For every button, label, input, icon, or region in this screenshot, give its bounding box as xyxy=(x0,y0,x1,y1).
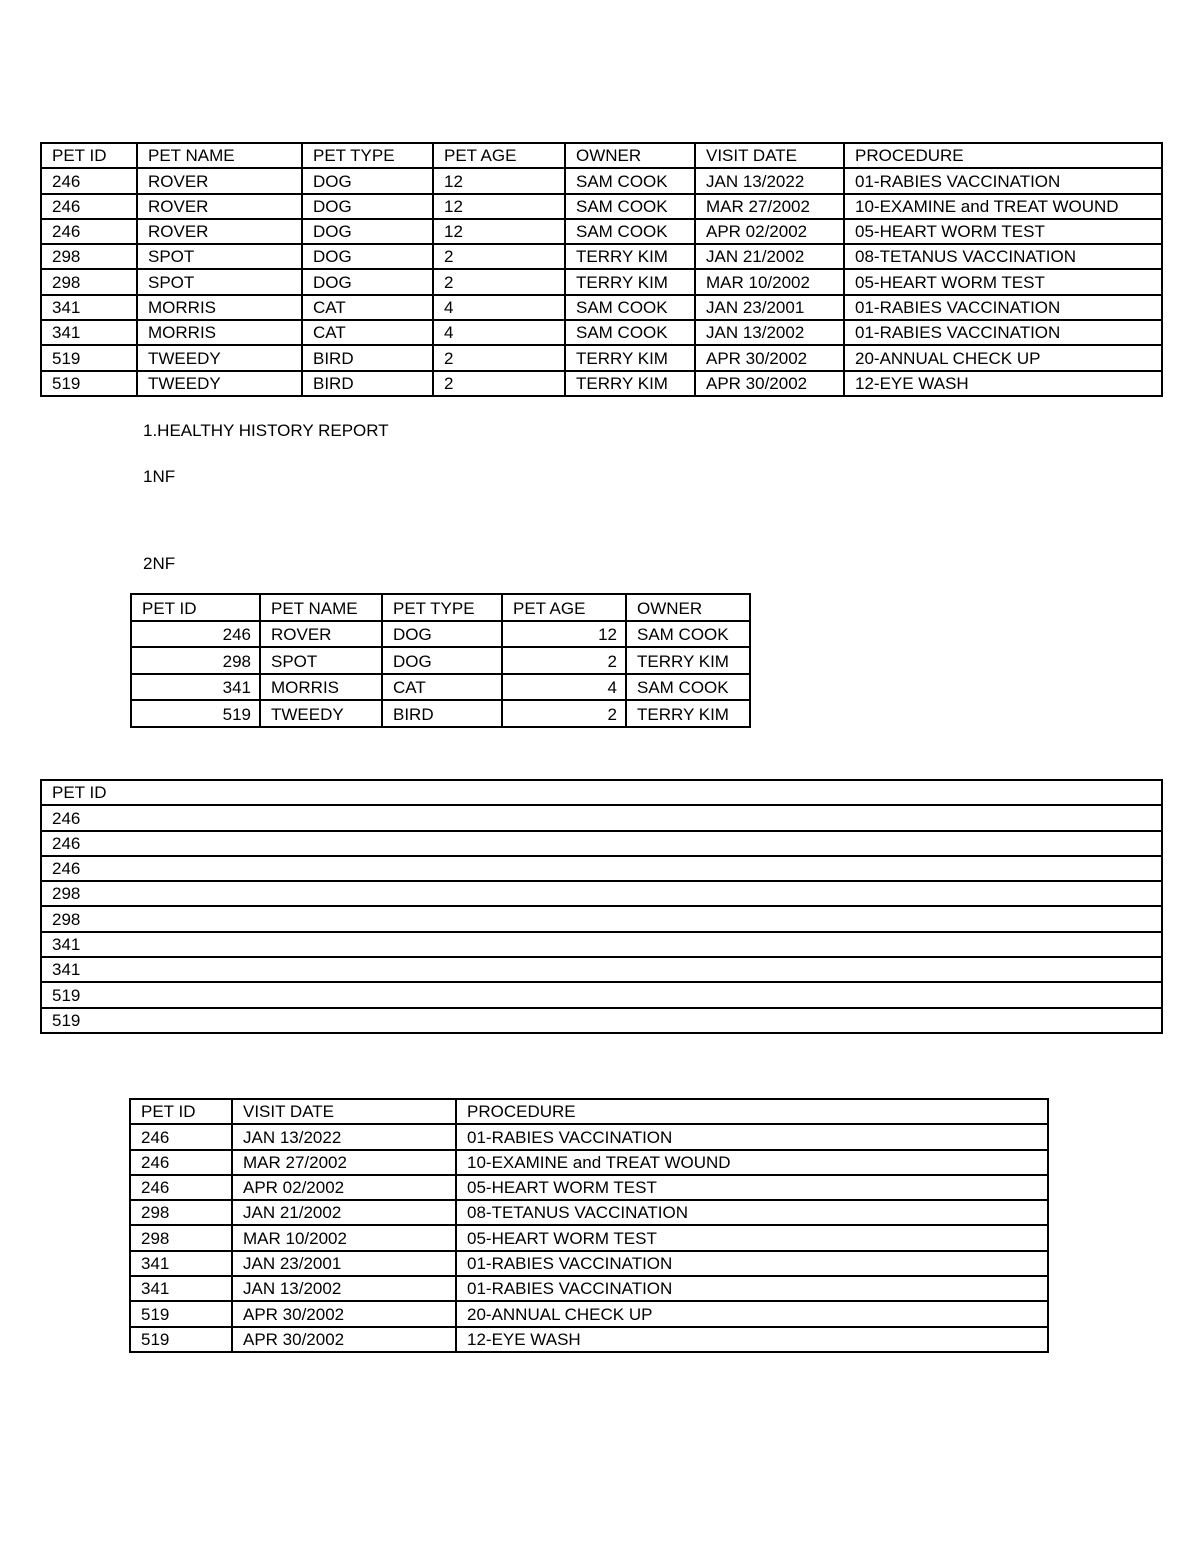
table-cell: 298 xyxy=(41,906,1162,931)
table-cell: 246 xyxy=(130,1150,232,1175)
table-cell: MAR 27/2002 xyxy=(232,1150,456,1175)
table-cell: MAR 10/2002 xyxy=(695,269,844,294)
table-cell: SPOT xyxy=(137,269,302,294)
table-cell: 10-EXAMINE and TREAT WOUND xyxy=(844,194,1162,219)
table-cell: 246 xyxy=(131,621,260,648)
table-cell: 2 xyxy=(502,647,626,674)
table-cell: MORRIS xyxy=(137,320,302,345)
table-cell: ROVER xyxy=(137,219,302,244)
table-cell: 298 xyxy=(130,1225,232,1250)
table-cell: 341 xyxy=(130,1276,232,1301)
table-cell: 4 xyxy=(502,674,626,701)
table-row xyxy=(130,1327,1048,1352)
table-cell: SAM COOK xyxy=(565,168,695,193)
table-cell: TERRY KIM xyxy=(565,269,695,294)
table-cell: 12 xyxy=(433,168,565,193)
table-row xyxy=(131,674,750,701)
table-row xyxy=(131,621,750,648)
column-header: PET NAME xyxy=(260,594,382,621)
table-cell: 01-RABIES VACCINATION xyxy=(844,295,1162,320)
table-cell: 246 xyxy=(41,219,137,244)
pet-table xyxy=(130,593,751,728)
column-header: VISIT DATE xyxy=(695,143,844,168)
table-cell: 246 xyxy=(41,194,137,219)
column-header: PET ID xyxy=(131,594,260,621)
pet-id-table-body xyxy=(41,780,1162,1033)
table-cell: SPOT xyxy=(260,647,382,674)
table-row xyxy=(130,1200,1048,1225)
table-cell: CAT xyxy=(302,320,433,345)
table-cell: 341 xyxy=(41,320,137,345)
table-cell: TWEEDY xyxy=(137,345,302,370)
nf1-label: 1NF xyxy=(143,467,176,486)
table-cell: 298 xyxy=(41,269,137,294)
table-cell: ROVER xyxy=(260,621,382,648)
table-cell: BIRD xyxy=(382,700,502,727)
table-row xyxy=(41,371,1162,396)
table-cell: JAN 21/2002 xyxy=(232,1200,456,1225)
table-cell: 10-EXAMINE and TREAT WOUND xyxy=(456,1150,1048,1175)
table-cell: 298 xyxy=(131,647,260,674)
table-cell: 01-RABIES VACCINATION xyxy=(456,1276,1048,1301)
table-cell: TERRY KIM xyxy=(626,700,750,727)
health-history-table xyxy=(40,142,1163,397)
table-cell: JAN 13/2002 xyxy=(695,320,844,345)
table-cell: DOG xyxy=(302,244,433,269)
table-cell: SAM COOK xyxy=(565,219,695,244)
column-header: PET ID xyxy=(130,1099,232,1124)
table-row xyxy=(131,647,750,674)
table-row xyxy=(41,168,1162,193)
table-cell: 246 xyxy=(130,1175,232,1200)
column-header: PET TYPE xyxy=(302,143,433,168)
table-cell: JAN 13/2002 xyxy=(232,1276,456,1301)
table-cell: TWEEDY xyxy=(137,371,302,396)
column-header: PET AGE xyxy=(433,143,565,168)
table-cell: 20-ANNUAL CHECK UP xyxy=(844,345,1162,370)
table-cell: 519 xyxy=(41,982,1162,1007)
column-header: PET ID xyxy=(41,143,137,168)
table-cell: SPOT xyxy=(137,244,302,269)
table-cell: MAR 10/2002 xyxy=(232,1225,456,1250)
table-row xyxy=(130,1251,1048,1276)
table-cell: 05-HEART WORM TEST xyxy=(456,1175,1048,1200)
table-cell: 12 xyxy=(502,621,626,648)
table-cell: 298 xyxy=(41,881,1162,906)
table-cell: ROVER xyxy=(137,194,302,219)
table-cell: TERRY KIM xyxy=(626,647,750,674)
table-cell: BIRD xyxy=(302,345,433,370)
table-cell: SAM COOK xyxy=(565,194,695,219)
header-row xyxy=(130,1099,1048,1124)
table-row xyxy=(130,1175,1048,1200)
table-cell: DOG xyxy=(302,219,433,244)
table-cell: TERRY KIM xyxy=(565,244,695,269)
table-cell: APR 30/2002 xyxy=(695,371,844,396)
table-row xyxy=(130,1150,1048,1175)
table-cell: 519 xyxy=(41,345,137,370)
header-row xyxy=(41,780,1162,805)
header-row xyxy=(131,594,750,621)
table-cell: 519 xyxy=(130,1301,232,1326)
table-cell: 519 xyxy=(131,700,260,727)
table-cell: APR 02/2002 xyxy=(695,219,844,244)
table-cell: SAM COOK xyxy=(565,295,695,320)
table-cell: 341 xyxy=(41,957,1162,982)
table-cell: 05-HEART WORM TEST xyxy=(844,269,1162,294)
table-cell: 2 xyxy=(433,244,565,269)
table-cell: SAM COOK xyxy=(626,621,750,648)
table-cell: JAN 21/2002 xyxy=(695,244,844,269)
table-row xyxy=(41,881,1162,906)
column-header: PET TYPE xyxy=(382,594,502,621)
table-row xyxy=(130,1276,1048,1301)
table-cell: 519 xyxy=(130,1327,232,1352)
table-cell: 519 xyxy=(41,371,137,396)
table-cell: DOG xyxy=(382,647,502,674)
table-row xyxy=(41,831,1162,856)
table-cell: 2 xyxy=(433,371,565,396)
table-cell: 298 xyxy=(41,244,137,269)
table-cell: 246 xyxy=(41,831,1162,856)
table-cell: JAN 13/2022 xyxy=(232,1124,456,1149)
table-row xyxy=(41,982,1162,1007)
table-cell: CAT xyxy=(382,674,502,701)
table-row xyxy=(130,1301,1048,1326)
table-cell: SAM COOK xyxy=(626,674,750,701)
table-cell: 519 xyxy=(41,1008,1162,1033)
table-cell: 341 xyxy=(130,1251,232,1276)
column-header: OWNER xyxy=(565,143,695,168)
table-row xyxy=(41,320,1162,345)
table-cell: TERRY KIM xyxy=(565,345,695,370)
table-cell: JAN 13/2022 xyxy=(695,168,844,193)
table-cell: 4 xyxy=(433,295,565,320)
table-cell: ROVER xyxy=(137,168,302,193)
column-header: PET AGE xyxy=(502,594,626,621)
table-cell: TWEEDY xyxy=(260,700,382,727)
table-cell: 246 xyxy=(41,856,1162,881)
table-cell: 08-TETANUS VACCINATION xyxy=(456,1200,1048,1225)
table-cell: BIRD xyxy=(302,371,433,396)
table-cell: 298 xyxy=(130,1200,232,1225)
table-cell: MORRIS xyxy=(137,295,302,320)
table-row xyxy=(41,957,1162,982)
header-row xyxy=(41,143,1162,168)
table-cell: MORRIS xyxy=(260,674,382,701)
table-cell: 12-EYE WASH xyxy=(844,371,1162,396)
table-cell: APR 30/2002 xyxy=(695,345,844,370)
column-header: OWNER xyxy=(626,594,750,621)
table-row xyxy=(41,1008,1162,1033)
table-row xyxy=(131,700,750,727)
table-row xyxy=(41,906,1162,931)
column-header: VISIT DATE xyxy=(232,1099,456,1124)
table-cell: 246 xyxy=(41,805,1162,830)
table-cell: 341 xyxy=(41,295,137,320)
table-cell: MAR 27/2002 xyxy=(695,194,844,219)
table-cell: TERRY KIM xyxy=(565,371,695,396)
table-cell: DOG xyxy=(302,269,433,294)
table-cell: DOG xyxy=(382,621,502,648)
table-cell: 341 xyxy=(131,674,260,701)
table-cell: 01-RABIES VACCINATION xyxy=(844,168,1162,193)
table-cell: SAM COOK xyxy=(565,320,695,345)
table-cell: 01-RABIES VACCINATION xyxy=(456,1251,1048,1276)
column-header: PET NAME xyxy=(137,143,302,168)
table-row xyxy=(41,295,1162,320)
table-cell: 01-RABIES VACCINATION xyxy=(456,1124,1048,1149)
table-row xyxy=(41,932,1162,957)
table-cell: APR 30/2002 xyxy=(232,1327,456,1352)
table-row xyxy=(130,1225,1048,1250)
table-cell: 2 xyxy=(433,269,565,294)
column-header: PROCEDURE xyxy=(844,143,1162,168)
table-cell: 08-TETANUS VACCINATION xyxy=(844,244,1162,269)
table-row xyxy=(41,219,1162,244)
table-cell: DOG xyxy=(302,168,433,193)
table-row xyxy=(41,269,1162,294)
column-header: PET ID xyxy=(41,780,1162,805)
table-cell: 2 xyxy=(502,700,626,727)
health-history-table-body xyxy=(41,143,1162,396)
table-cell: 2 xyxy=(433,345,565,370)
table-cell: 12 xyxy=(433,194,565,219)
column-header: PROCEDURE xyxy=(456,1099,1048,1124)
table-cell: 246 xyxy=(41,168,137,193)
table-cell: 246 xyxy=(130,1124,232,1149)
table-cell: 05-HEART WORM TEST xyxy=(456,1225,1048,1250)
table-cell: DOG xyxy=(302,194,433,219)
table-row xyxy=(41,856,1162,881)
table-cell: 12 xyxy=(433,219,565,244)
table-cell: JAN 23/2001 xyxy=(695,295,844,320)
pet-table-body xyxy=(131,594,750,727)
table-row xyxy=(130,1124,1048,1149)
nf2-label: 2NF xyxy=(143,554,176,573)
table-cell: CAT xyxy=(302,295,433,320)
visit-table xyxy=(129,1098,1049,1353)
visit-table-body xyxy=(130,1099,1048,1352)
table-row xyxy=(41,805,1162,830)
report-title: 1.HEALTHY HISTORY REPORT xyxy=(143,421,389,440)
pet-id-table xyxy=(40,779,1163,1034)
table-cell: 05-HEART WORM TEST xyxy=(844,219,1162,244)
table-row xyxy=(41,244,1162,269)
table-row xyxy=(41,345,1162,370)
table-row xyxy=(41,194,1162,219)
table-cell: 4 xyxy=(433,320,565,345)
table-cell: 01-RABIES VACCINATION xyxy=(844,320,1162,345)
table-cell: APR 02/2002 xyxy=(232,1175,456,1200)
table-cell: APR 30/2002 xyxy=(232,1301,456,1326)
table-cell: 20-ANNUAL CHECK UP xyxy=(456,1301,1048,1326)
table-cell: JAN 23/2001 xyxy=(232,1251,456,1276)
table-cell: 12-EYE WASH xyxy=(456,1327,1048,1352)
table-cell: 341 xyxy=(41,932,1162,957)
